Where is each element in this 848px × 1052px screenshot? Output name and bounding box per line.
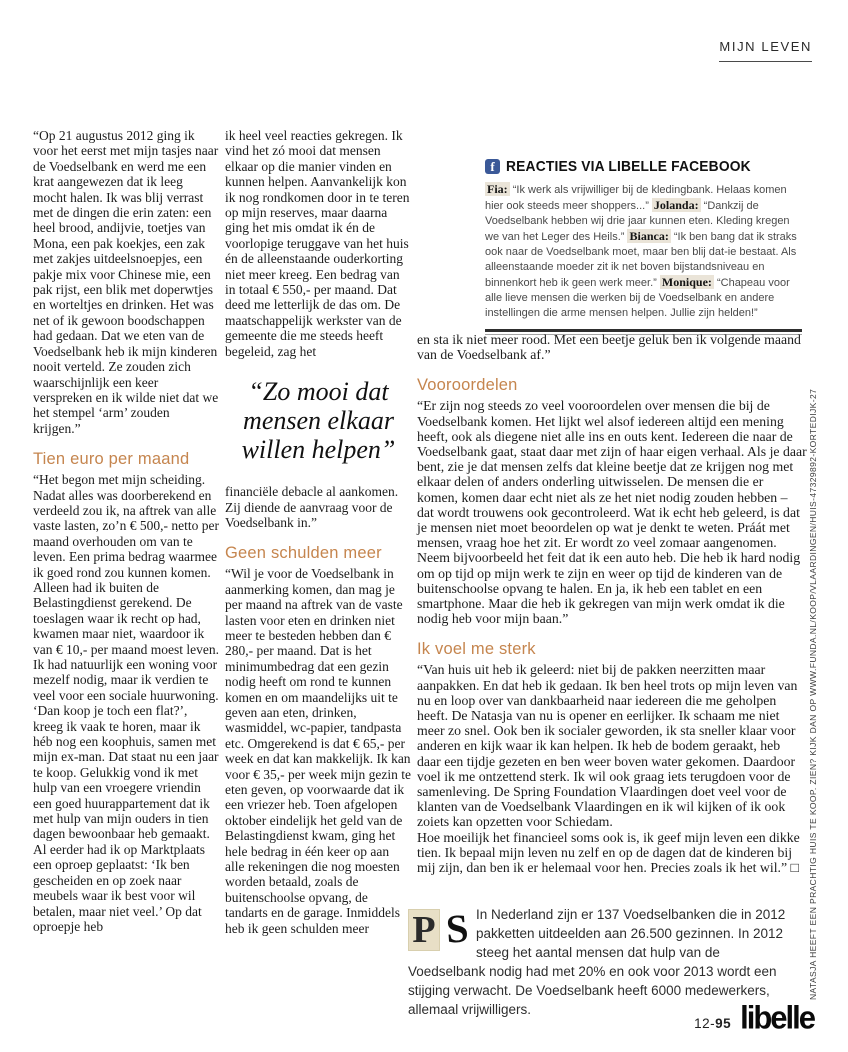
comment-text: “Dankzij de Voedselbank hebben wij drie jaar kunnen eten. Kleding kregen we van het Leger des Heils.” bbox=[485, 200, 790, 243]
pull-quote: “Zo mooi dat mensen elkaar willen helpen” bbox=[241, 377, 396, 465]
ps-letter-s: S bbox=[444, 905, 470, 952]
body-paragraph: “Wil je voor de Voedselbank in aanmerking komen, dan mag je per maand na aftrek van de vaste lasten voor eten en drinken niet meer te besteden hebben dan € 280,- per maand. Dat is het minimumbedrag dat een gezin nodig heeft om rond te kunnen komen en om maandelijks uit te geven aan eten, drinken, wasmiddel, wc-papier, tandpasta etc. Omgerekend is dat € 65,- per week en dat kan makkelijk. Ik kan voor € 35,- per week mijn gezin te eten geven, op voorwaarde dat ik een vriezer heb. Toen afgelopen oktober eindelijk het geld van de Belastingdienst kwam, ging het hele bedrag in één keer op aan alle rekeningen die nog moesten worden betaald, zoals de buitenschoolse opvang, de tandarts en de garage. Inmiddels heb ik geen schulden meer bbox=[225, 566, 411, 936]
libelle-logo: libelle bbox=[740, 999, 814, 1036]
comment-text: “Ik werk als vrijwilliger bij de kledingbank. Helaas komen hier ook steeds meer shoppers...” bbox=[485, 184, 787, 212]
body-paragraph: “Het begon met mijn scheiding. Nadat alles was doorberekend en verdeeld zou ik, na aftrek van alle vaste lasten, zo’n € 500,- netto per maand overhouden om van te leven. Een prima bedrag waarmee ik goed rond zou kunnen komen. Alleen had ik buiten de Belastingdienst gerekend. De toeslagen waar ik recht op had, kwamen maar niet, waardoor ik van € 10,- per maand moest leven. Ik had natuurlijk een woning voor mezelf nodig, maar ik verdien te veel voor een sociale huurwoning. ‘Dan koop je toch een flat?’, kreeg ik vaak te horen, maar ik héb nog een koophuis, samen met mijn ex-man. Dat staat nu een jaar te koop. Gelukkig vond ik met hulp van een vroegere vriendin een goed huurappartement dat ik met hulp van mijn ouders in tien dagen bewoonbaar heb gemaakt. Al eerder had ik op Marktplaats een oproep geplaatst: ‘Ik ben gescheiden en op zoek naar meubels waar ik best voor wil betalen, maar niet veel.’ Op dat oproepje heb bbox=[33, 472, 219, 934]
subheading-vooroordelen: Vooroordelen bbox=[417, 376, 518, 395]
body-paragraph-closing: Hoe moeilijk het financieel soms ook is, ik geef mijn leven een dikke tien. Ik bepaal mijn leven nu zelf en op de dagen dat de kinderen bij mij zijn, dan ben ik er helemaal voor hen. Precies zoals ik het wil.” □ bbox=[417, 829, 800, 876]
article-column-2 bbox=[225, 128, 412, 936]
subheading-ik-voel-me-sterk: Ik voel me sterk bbox=[417, 640, 536, 659]
subheading-geen-schulden-meer: Geen schulden meer bbox=[225, 544, 382, 563]
page-number-bold: 95 bbox=[715, 1016, 732, 1031]
page-number-prefix: 12- bbox=[694, 1016, 716, 1031]
section-header bbox=[719, 38, 812, 62]
section-label: MIJN LEVEN bbox=[719, 39, 812, 62]
commenter-name: Monique: bbox=[661, 275, 712, 289]
body-paragraph: “Er zijn nog steeds zo veel vooroordelen over mensen die bij de Voedselbank komen. Het lijkt wel alsof iedereen altijd een mening heeft, ook als diegene niet alle ins en outs kent. Iedereen die naar de Voedselbank gaat, staat daar met zijn of haar eigen verhaal. Als je daar bent, zie je dat mensen zelfs dat kleine beetje dat ze krijgen nog met elkaar delen of anders onderling uitwisselen. De mensen die er komen, komen daar echt niet als ze het niet nodig zouden hebben – dat wordt trouwens ook gecontroleerd. Wat ik echt heb geleerd, is dat je mensen niet moet beoordelen op wat je denkt te weten. Práát met mensen, vraag hoe het zit. Er wordt zo veel zomaar aangenomen. Neem bijvoorbeeld het feit dat ik een auto heb. Die heb ik hard nodig om op tijd op mijn werk te zijn en weer op tijd de kinderen van de buitenschoolse opvang te halen. En ja, ik heb een tablet en een smartphone. Maar die heb ik gekregen van mijn werk omdat ik die nodig heb voor mijn baan.” bbox=[417, 398, 807, 627]
body-paragraph: “Op 21 augustus 2012 ging ik voor het eerst met mijn tasjes naar de Voedselbank en werd me een krat aangewezen dat ik leeg mocht halen. Ik was blij verrast met de dingen die erin zaten: een heel brood, andijvie, toetjes van Mona, een pak koekjes, een zak met zakjes uitdeelsnoepjes, een pakje mix voor Chinese mie, een pak rijst, een blik met doperwtjes en worteltjes en drinken. Het was net of ik gewoon boodschappen had gedaan. Dat we eten van de Voedselbank heb ik mijn kinderen nooit verteld. Ze zouden zich waarschijnlijk een keer verspreken en ik wilde niet dat we het stempel ‘arm’ zouden krijgen.” bbox=[33, 128, 219, 436]
body-paragraph: “Van huis uit heb ik geleerd: niet bij de pakken neerzitten maar aanpakken. En dat heb ik gedaan. Ik ben heel trots op mijn leven van nu en loop over van dankbaarheid naar iedereen die me geholpen heeft. De Natasja van nu is opener en eerlijker. Ik schaam me niet meer zo snel. Ook ben ik socialer geworden, ik sta sneller klaar voor anderen en kijk waar ik kan helpen. Ik heb de bodem geraakt, heb daar een tijdje gezeten en ben weer boven water gekomen. Daardoor voel ik me ontzettend sterk. Ik wil ook graag iets terugdoen voor de samenleving. De Spring Foundation Vlaardingen doet veel voor de klanten van de Voedselbank Vlaardingen en ik wil kijken of ik ook zoiets kan opzetten voor Schiedam. bbox=[417, 662, 798, 830]
comment-text: “Chapeau voor alle lieve mensen die werken bij de Voedselbank en andere instellingen die arme mensen helpen. Jullie zijn helden!” bbox=[485, 277, 790, 319]
body-paragraph: financiële debacle al aankomen. Zij diende de aanvraag voor de Voedselbank in.” bbox=[225, 484, 399, 530]
commenter-name: Jolanda: bbox=[653, 198, 699, 212]
ps-text: In Nederland zijn er 137 Voedselbanken die in 2012 pakketten uitdeelden aan 26.500 gezinnen. In 2012 steeg het aantal mensen dat hulp van de Voedselbank nodig had met 20% en ook voor 2013 wordt een stijging verwacht. De Voedselbank heeft 6000 medewerkers, allemaal vrijwilligers. bbox=[408, 907, 786, 1017]
ps-letter-p: P bbox=[408, 909, 440, 951]
comment-text: “Ik ben bang dat ik straks ook naar de Voedselbank moet, maar ben blij dat-ie bestaat. Als alleenstaande moeder zit ik net boven bijstandsniveau en binnenkort heb ik geen werk meer.” bbox=[485, 231, 797, 289]
page-footer bbox=[694, 1000, 814, 1036]
commenter-name: Bianca: bbox=[629, 229, 669, 243]
page-number bbox=[694, 1016, 731, 1031]
article-column-1 bbox=[33, 128, 220, 934]
facebook-comments bbox=[485, 182, 802, 321]
ps-cutout-letters bbox=[408, 907, 468, 951]
facebook-box-header bbox=[485, 158, 802, 175]
facebook-box-title: REACTIES VIA LIBELLE FACEBOOK bbox=[506, 158, 751, 175]
body-paragraph: en sta ik niet meer rood. Met een beetje geluk ben ik volgende maand van de Voedselbank af.” bbox=[417, 332, 801, 363]
facebook-reactions-box bbox=[485, 158, 802, 335]
article-column-3 bbox=[417, 332, 807, 875]
body-paragraph: ik heel veel reacties gekregen. Ik vind het zó mooi dat mensen elkaar op die manier vinden en kunnen helpen. Aanvankelijk kon ik nog rondkomen door in te teren op mijn reserves, maar daarna ging het mis omdat ik én de voorlopige teruggave van het huis én de alleenstaande ouderkorting niet meer kreeg. Een bedrag van in totaal € 550,- per maand. Dat deed me letterlijk de das om. De maatschappelijk werkster van de gemeente die me steeds heeft begeleid, zag het bbox=[225, 128, 410, 359]
subheading-tien-euro-per-maand: Tien euro per maand bbox=[33, 450, 190, 469]
facebook-icon: f bbox=[485, 159, 500, 174]
commenter-name: Fia: bbox=[487, 182, 508, 196]
photo-credit-vertical: NATASJA HEEFT EEN PRACHTIG HUIS TE KOOP. ZIEN? KIJK DAN OP WWW.FUNDA.NL/KOOP/VLAARDINGEN/HUIS-47329892-KORTEDIJK-27 bbox=[808, 388, 818, 1000]
